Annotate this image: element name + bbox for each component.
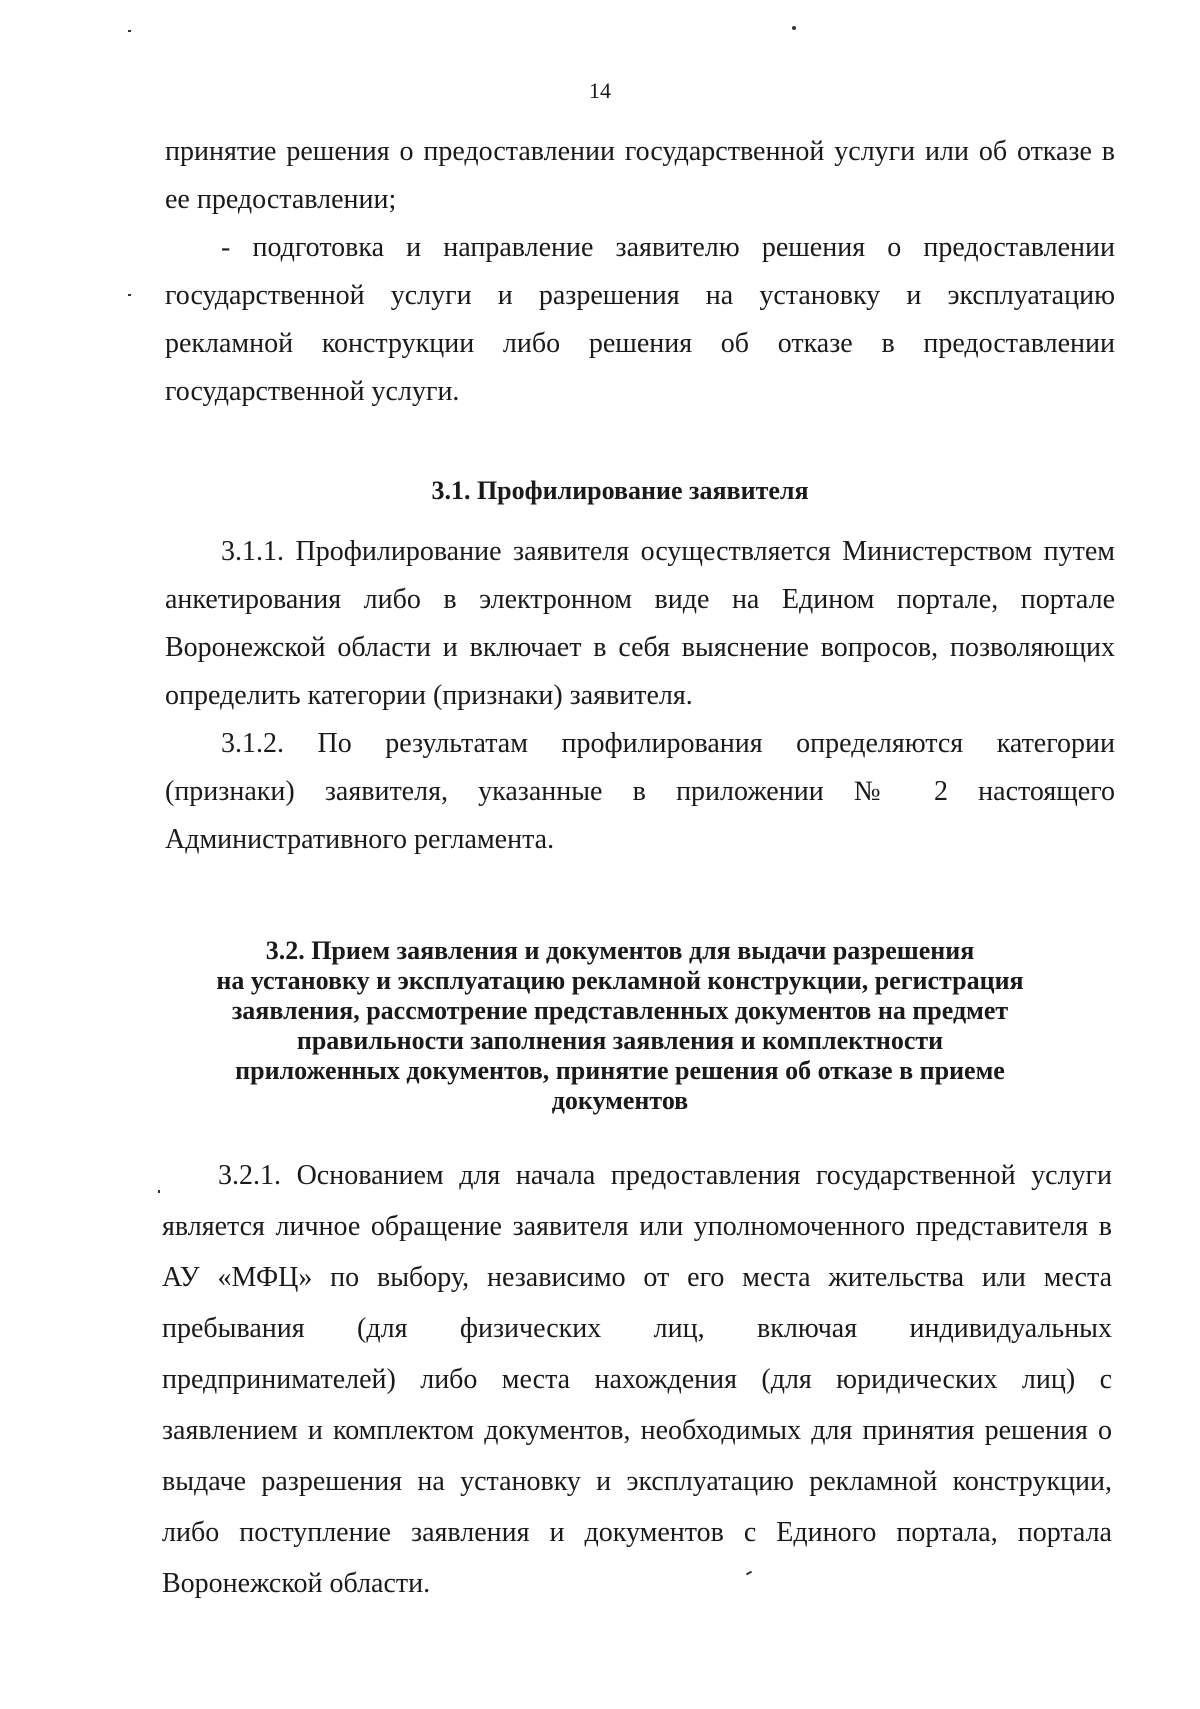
scan-speck [792, 26, 796, 30]
section-3-2-title-line: на установку и эксплуатацию рекламной конструкции, регистрация [216, 966, 1024, 995]
scan-speck [158, 1190, 160, 1193]
scan-speck [128, 30, 131, 32]
page-number: 14 [589, 78, 611, 103]
paragraph-3-1-2: 3.1.2. По результатам профилирования определяются категории (признаки) заявителя, указанные в приложении № 2 настоящего Административного регламента. [165, 728, 1115, 855]
intro-block [165, 128, 1115, 416]
paragraph-3-1-1: 3.1.1. Профилирование заявителя осуществляется Министерством путем анкетирования либо в электронном виде на Едином портале, портале Воронежской области и включает в себя выяснение вопросов, позволяющих определить категории (признаки) заявителя. [165, 536, 1115, 711]
section-3-2-title-line: приложенных документов, принятие решения об отказе в приеме [235, 1056, 1005, 1085]
section-3-2-title-line: правильности заполнения заявления и комплектности [296, 1026, 944, 1055]
section-3-2-title-line: документов [551, 1086, 689, 1115]
section-3-2-title-line: заявления, рассмотрение представленных документов на предмет [231, 996, 1009, 1025]
section-3-2-title [160, 936, 1080, 1116]
paragraph-3-2-1: 3.2.1. Основанием для начала предоставления государственной услуги является личное обращение заявителя или уполномоченного представителя в АУ «МФЦ» по выбору, независимо от его места жительства или места пребывания (для физических лиц, включая индивидуальных предпринимателей) либо места нахождения (для юридических лиц) с заявлением и комплектом документов, необходимых для принятия решения о выдаче разрешения на установку и эксплуатацию рекламной конструкции, либо поступление заявления и документов с Единого портала, портала Воронежской области. [162, 1160, 1112, 1599]
scan-speck [128, 294, 131, 296]
section-3-1-title: 3.1. Профилирование заявителя [431, 476, 809, 505]
section-3-2-body [162, 1150, 1112, 1609]
intro-continuation: принятие решения о предоставлении государственной услуги или об отказе в ее предоставлении; [165, 136, 1115, 215]
intro-list-item: - подготовка и направление заявителю решения о предоставлении государственной услуги и разрешения на установку и эксплуатацию рекламной конструкции либо решения об отказе в предоставлении государственной услуги. [165, 232, 1115, 407]
section-3-2-title-line: 3.2. Прием заявления и документов для выдачи разрешения [265, 936, 975, 965]
section-3-1-body [165, 528, 1115, 864]
